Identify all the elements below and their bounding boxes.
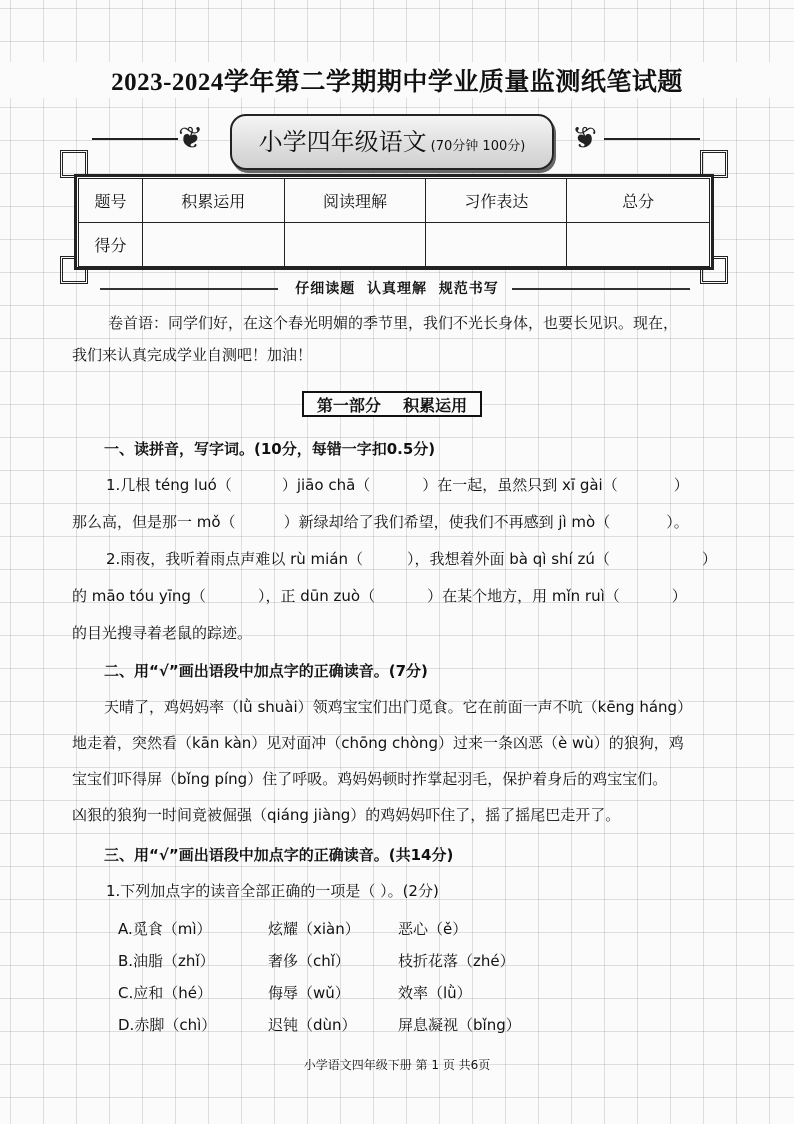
ornament-line-left [92,138,178,140]
preface-line-1: 卷首语：同学们好，在这个春光明媚的季节里，我们不光长身体，也要长见识。现在， [108,314,679,332]
score-cell-total[interactable] [567,223,710,267]
subject-banner [230,114,554,170]
ornament-line-right [604,138,700,140]
option-d-word-3: 屏息凝视（bǐng） [398,1016,521,1034]
section-2-passage-line: 凶狠的狼狗一时间竟被倔强（qiáng jiàng）的鸡妈妈吓住了，摇了摇尾巴走开了。 [72,806,621,824]
score-cell-writing[interactable] [426,223,567,267]
section-1-q2-line-2: 的 māo tóu yīng（ ），正 dūn zuò（ ）在某个地方，用 mǐn ruì（ ） [72,587,687,605]
option-d[interactable]: D.赤脚（chì） [118,1016,217,1034]
score-column-reading: 阅读理解 [284,179,426,223]
page-footer: 小学语文四年级下册 第 1 页 共6页 [303,1058,491,1072]
option-a-word-3: 恶心（ě） [398,920,468,938]
swirl-ornament-left: ❦ [178,121,204,156]
score-cell-reading[interactable] [284,223,426,267]
section-1-q2-line-1: 2.雨夜，我听着雨点声难以 rù mián（ ），我想着外面 bà qì shí zú（ ） [106,550,717,568]
option-b-word-3: 枝折花落（zhé） [398,952,515,970]
score-table-score-row [79,223,710,267]
part-one-title: 第一部分 积累运用 [302,391,482,417]
option-c-word-2: 侮辱（wǔ） [268,984,350,1002]
score-row-label: 得分 [79,223,143,267]
score-cell-accumulation[interactable] [142,223,284,267]
section-1-q2-line-3: 的目光搜寻着老鼠的踪迹。 [72,624,253,642]
option-c-word-3: 效率（lǜ） [398,984,472,1002]
score-table-label: 题号 [79,179,143,223]
preface-line-2: 我们来认真完成学业自测吧！加油！ [72,346,313,364]
score-table [78,178,710,267]
time-score: (70分钟 100分) [430,139,526,154]
subject-title: 小学四年级语文 [258,128,427,156]
option-a[interactable]: A.觅食（mì） [118,920,212,938]
option-d-word-2: 迟钝（dùn） [268,1016,357,1034]
score-column-writing: 习作表达 [426,179,567,223]
option-a-word-2: 炫耀（xiàn） [268,920,360,938]
exam-title: 2023-2024学年第二学期期中学业质量监测纸笔试题 [0,62,794,98]
section-2-passage-line: 天晴了，鸡妈妈率（lǜ shuài）领鸡宝宝们出门觅食。它在前面一声不吭（kēng háng） [104,698,693,716]
option-b[interactable]: B.油脂（zhǐ） [118,952,215,970]
motto: 仔细读题 认真理解 规范书写 [0,278,794,298]
section-1-heading: 一、读拼音，写字词。(10分，每错一字扣0.5分) [104,440,436,458]
option-c[interactable]: C.应和（hé） [118,984,212,1002]
score-column-total: 总分 [567,179,710,223]
section-2-passage-line: 宝宝们吓得屏（bǐng píng）住了呼吸。鸡妈妈顿时拃掌起羽毛，保护着身后的鸡宝宝们。 [72,770,668,788]
score-table-header-row [79,179,710,223]
section-2-heading: 二、用“√”画出语段中加点字的正确读音。(7分) [104,662,428,680]
section-1-q1-line-1: 1.几根 téng luó（ ）jiāo chā（ ）在一起，虽然只到 xī gài（ ） [106,476,689,494]
section-2-passage-line: 地走着，突然看（kān kàn）见对面冲（chōng chòng）过来一条凶恶（è wù）的狼狗，鸡 [72,734,684,752]
section-1-q1-line-2: 那么高，但是那一 mǒ（ ）新绿却给了我们希望，使我们不再感到 jì mò（ ）。 [72,513,689,531]
swirl-ornament-right: ❦ [572,121,598,156]
section-3-heading: 三、用“√”画出语段中加点字的正确读音。(共14分) [104,846,454,864]
option-b-word-2: 奢侈（chǐ） [268,952,350,970]
score-column-accumulation: 积累运用 [142,179,284,223]
section-3-question-1: 1.下列加点字的读音全部正确的一项是（ ）。(2分) [106,882,439,900]
